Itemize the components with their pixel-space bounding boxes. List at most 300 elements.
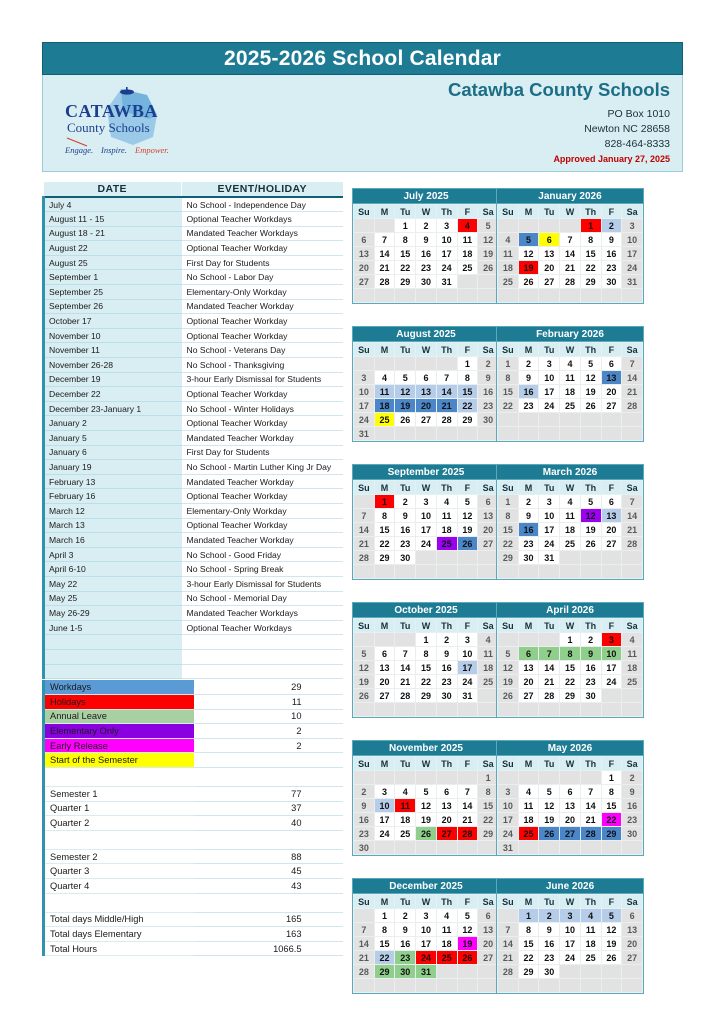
calendar-day-cell: 18 [622, 661, 643, 675]
calendar-day-cell: 3 [457, 633, 478, 647]
calendar-week-row [354, 785, 499, 799]
calendar-day-cell: 31 [436, 275, 457, 289]
event-date-cell: August 25 [44, 255, 182, 270]
weekday-header-f: F [457, 343, 478, 357]
calendar-day-cell: 17 [457, 661, 478, 675]
calendar-day-cell: 11 [560, 371, 581, 385]
calendar-empty-cell [416, 841, 437, 855]
calendar-day-cell: 19 [518, 261, 539, 275]
weekday-header-su: Su [354, 619, 375, 633]
spacer-cell [306, 849, 343, 864]
calendar-day-cell: 18 [478, 661, 499, 675]
calendar-day-cell: 15 [498, 523, 519, 537]
events-table-panel [42, 182, 341, 679]
calendar-empty-cell [498, 565, 519, 579]
calendar-day-cell: 29 [416, 689, 437, 703]
event-date-cell: April 6-10 [44, 562, 182, 577]
calendar-month-title: April 2026 [497, 603, 643, 618]
calendar-day-cell: 4 [622, 633, 643, 647]
event-date-cell [44, 635, 182, 650]
calendar-empty-cell [580, 565, 601, 579]
calendar-empty-cell [560, 965, 581, 979]
calendar-day-cell: 15 [395, 247, 416, 261]
calendar-day-cell: 7 [354, 923, 375, 937]
event-description-cell: Optional Teacher Workday [182, 387, 343, 402]
event-description-cell: Optional Teacher Workday [182, 241, 343, 256]
calendar-empty-cell [601, 565, 622, 579]
calendar-day-cell: 29 [498, 551, 519, 565]
event-date-cell: September 25 [44, 285, 182, 300]
calendar-day-cell: 1 [560, 633, 581, 647]
calendar-day-cell: 3 [354, 371, 375, 385]
weekday-header-w: W [560, 757, 581, 771]
calendar-day-cell: 15 [374, 523, 395, 537]
calendar-empty-cell [436, 427, 457, 441]
stat-value: 1066.5 [194, 941, 306, 956]
calendar-day-cell: 23 [354, 827, 375, 841]
calendar-empty-cell [436, 841, 457, 855]
calendar-day-cell: 23 [436, 675, 457, 689]
event-description-cell [182, 649, 343, 664]
calendar-empty-cell [416, 427, 437, 441]
calendar-empty-cell [436, 565, 457, 579]
weekday-header-m: M [374, 343, 395, 357]
calendar-day-cell: 9 [436, 647, 457, 661]
calendar-day-cell: 21 [354, 951, 375, 965]
calendar-day-cell: 19 [395, 399, 416, 413]
calendar-empty-cell [457, 275, 478, 289]
calendar-day-cell: 15 [374, 937, 395, 951]
calendar-day-cell: 22 [457, 399, 478, 413]
calendar-day-cell: 27 [518, 689, 539, 703]
calendar-empty-cell [580, 965, 601, 979]
calendar-day-cell: 17 [354, 399, 375, 413]
calendar-day-cell: 31 [354, 427, 375, 441]
calendar-day-cell: 12 [580, 509, 601, 523]
calendar-day-cell: 27 [354, 275, 375, 289]
weekday-header-sa: Sa [478, 343, 499, 357]
calendar-day-cell: 8 [580, 233, 601, 247]
weekday-header-th: Th [580, 895, 601, 909]
table-row [44, 299, 343, 314]
weekday-header-row [498, 343, 643, 357]
calendar-day-cell: 24 [498, 827, 519, 841]
calendar-empty-cell [539, 413, 560, 427]
calendar-week-row [498, 689, 643, 703]
calendar-day-cell: 30 [395, 965, 416, 979]
calendar-day-cell: 7 [580, 785, 601, 799]
weekday-header-sa: Sa [478, 757, 499, 771]
calendar-month-title: November 2025 [353, 741, 499, 756]
event-description-cell: No School - Winter Holidays [182, 401, 343, 416]
calendar-day-cell: 6 [601, 495, 622, 509]
calendar-week-row [498, 661, 643, 675]
calendar-day-cell: 16 [395, 937, 416, 951]
calendar-day-cell: 15 [416, 661, 437, 675]
calendar-week-row [354, 689, 499, 703]
calendar-day-cell: 19 [416, 813, 437, 827]
calendar-empty-cell [539, 979, 560, 993]
calendar-day-cell: 13 [601, 371, 622, 385]
calendar-empty-cell [539, 565, 560, 579]
calendar-day-cell: 12 [395, 385, 416, 399]
list-item [44, 879, 343, 894]
calendar-week-row [354, 233, 499, 247]
calendar-week-row [354, 551, 499, 565]
calendar-week-row [498, 979, 643, 993]
spacer-cell [306, 695, 343, 710]
calendar-day-cell: 24 [601, 675, 622, 689]
weekday-header-f: F [457, 757, 478, 771]
legend-count: 10 [194, 709, 306, 724]
calendar-week-row [498, 247, 643, 261]
calendar-day-cell: 26 [478, 261, 499, 275]
legend-swatch-early-release: Early Release [44, 738, 194, 753]
calendar-day-cell: 13 [478, 923, 499, 937]
calendar-day-cell: 2 [416, 219, 437, 233]
calendar-empty-cell [436, 703, 457, 717]
calendar-day-cell: 26 [539, 827, 560, 841]
event-description-cell: Mandated Teacher Workday [182, 431, 343, 446]
calendar-day-cell: 1 [580, 219, 601, 233]
weekday-header-w: W [416, 343, 437, 357]
calendar-empty-cell [580, 551, 601, 565]
weekday-header-tu: Tu [395, 343, 416, 357]
calendar-day-cell: 22 [560, 675, 581, 689]
spacer-cell [194, 830, 306, 849]
calendar-week-row [498, 233, 643, 247]
calendar-day-cell: 9 [518, 371, 539, 385]
calendar-day-cell: 10 [374, 799, 395, 813]
calendar-day-cell: 18 [457, 247, 478, 261]
calendar-day-cell: 11 [395, 799, 416, 813]
weekday-header-row [354, 481, 499, 495]
legend-swatch-elementary-only: Elementary Only [44, 724, 194, 739]
calendar-day-cell: 7 [374, 233, 395, 247]
calendar-day-cell: 17 [416, 523, 437, 537]
calendar-day-cell: 3 [498, 785, 519, 799]
weekday-header-row [354, 895, 499, 909]
header-body [42, 75, 683, 172]
calendar-empty-cell [498, 413, 519, 427]
list-item [44, 709, 343, 724]
weekday-header-w: W [560, 205, 581, 219]
calendar-day-cell: 28 [498, 965, 519, 979]
weekday-header-sa: Sa [478, 205, 499, 219]
calendar-day-cell: 27 [601, 399, 622, 413]
calendar-day-cell: 19 [601, 937, 622, 951]
stat-value: 43 [194, 879, 306, 894]
table-row [44, 197, 343, 212]
calendar-day-cell: 24 [416, 951, 437, 965]
calendar-month-title: June 2026 [497, 879, 643, 894]
calendar-week-row [498, 565, 643, 579]
calendar-day-cell: 20 [478, 937, 499, 951]
calendar-week-row [498, 261, 643, 275]
calendar-empty-cell [395, 357, 416, 371]
weekday-header-tu: Tu [395, 481, 416, 495]
spacer-cell [306, 787, 343, 802]
stat-label: Quarter 2 [44, 816, 194, 831]
calendar-day-cell: 7 [498, 923, 519, 937]
calendar-day-cell: 28 [457, 827, 478, 841]
event-description-cell: No School - Independence Day [182, 197, 343, 212]
calendar-day-cell: 26 [601, 951, 622, 965]
phone-number: 828-464-8333 [604, 138, 670, 150]
calendar-day-cell: 25 [436, 537, 457, 551]
stat-label: Total days Middle/High [44, 912, 194, 927]
calendar-day-cell: 26 [580, 537, 601, 551]
calendar-day-cell: 18 [518, 813, 539, 827]
weekday-header-m: M [518, 895, 539, 909]
calendar-day-cell: 4 [560, 357, 581, 371]
event-date-cell: March 12 [44, 503, 182, 518]
calendar-day-cell: 7 [622, 357, 643, 371]
svg-text:Inspire.: Inspire. [101, 145, 127, 155]
table-row [44, 649, 343, 664]
calendar-day-cell: 24 [539, 537, 560, 551]
calendar-grid [353, 756, 499, 855]
calendar-day-cell: 19 [580, 523, 601, 537]
table-row [44, 372, 343, 387]
calendar-week-row [354, 413, 499, 427]
weekday-header-tu: Tu [539, 343, 560, 357]
event-description-cell [182, 635, 343, 650]
calendar-day-cell: 13 [539, 247, 560, 261]
calendar-week-row [498, 827, 643, 841]
calendar-day-cell: 20 [560, 813, 581, 827]
calendar-grid [497, 480, 643, 579]
calendar-empty-cell [601, 413, 622, 427]
calendar-day-cell: 11 [498, 247, 519, 261]
calendar-day-cell: 11 [560, 509, 581, 523]
calendar-day-cell: 19 [498, 675, 519, 689]
calendar-day-cell: 16 [478, 385, 499, 399]
calendar-empty-cell [560, 771, 581, 785]
calendar-empty-cell [518, 289, 539, 303]
weekday-header-row [498, 481, 643, 495]
calendar-day-cell: 1 [601, 771, 622, 785]
calendar-empty-cell [539, 219, 560, 233]
stat-value: 40 [194, 816, 306, 831]
weekday-header-m: M [518, 343, 539, 357]
page-title: 2025-2026 School Calendar [224, 46, 501, 70]
calendar-empty-cell [580, 413, 601, 427]
calendar-day-cell: 30 [395, 551, 416, 565]
weekday-header-m: M [518, 481, 539, 495]
calendar-day-cell: 23 [580, 675, 601, 689]
calendar-day-cell: 26 [580, 399, 601, 413]
weekday-header-sa: Sa [622, 895, 643, 909]
spacer-row [44, 768, 343, 787]
event-date-cell: November 11 [44, 343, 182, 358]
weekday-header-th: Th [580, 343, 601, 357]
calendar-empty-cell [436, 771, 457, 785]
calendar-week-row [498, 633, 643, 647]
calendar-day-cell: 9 [622, 785, 643, 799]
event-description-cell: Optional Teacher Workday [182, 416, 343, 431]
list-item [44, 680, 343, 695]
weekday-header-tu: Tu [395, 895, 416, 909]
calendar-day-cell: 6 [518, 647, 539, 661]
calendar-week-row [498, 675, 643, 689]
table-row [44, 547, 343, 562]
weekday-header-row [354, 619, 499, 633]
calendar-empty-cell [580, 703, 601, 717]
event-date-cell: June 1-5 [44, 620, 182, 635]
calendar-empty-cell [539, 703, 560, 717]
event-description-cell: 3-hour Early Dismissal for Students [182, 372, 343, 387]
weekday-header-su: Su [498, 481, 519, 495]
event-description-cell: Mandated Teacher Workday [182, 299, 343, 314]
calendar-month-title: August 2025 [353, 327, 499, 342]
event-description-cell: No School - Martin Luther King Jr Day [182, 460, 343, 475]
weekday-header-w: W [416, 757, 437, 771]
event-description-cell: Optional Teacher Workday [182, 314, 343, 329]
event-date-cell: February 13 [44, 474, 182, 489]
calendar-week-row [354, 357, 499, 371]
calendar-grid [497, 618, 643, 717]
calendar-empty-cell [601, 703, 622, 717]
calendar-day-cell: 29 [457, 413, 478, 427]
calendar-empty-cell [560, 219, 581, 233]
calendar-empty-cell [498, 427, 519, 441]
calendar-month-title: September 2025 [353, 465, 499, 480]
weekday-header-sa: Sa [478, 619, 499, 633]
calendar-day-cell: 30 [478, 413, 499, 427]
weekday-header-sa: Sa [478, 895, 499, 909]
calendar-day-cell: 17 [539, 523, 560, 537]
calendar-day-cell: 23 [601, 261, 622, 275]
calendar-day-cell: 19 [354, 675, 375, 689]
calendar-empty-cell [498, 979, 519, 993]
weekday-header-f: F [601, 619, 622, 633]
calendar-day-cell: 14 [374, 247, 395, 261]
calendar-empty-cell [622, 551, 643, 565]
calendar-day-cell: 2 [622, 771, 643, 785]
calendar-empty-cell [601, 965, 622, 979]
calendar-day-cell: 28 [436, 413, 457, 427]
calendar-day-cell: 4 [518, 785, 539, 799]
calendar-grid [353, 894, 499, 993]
calendar-empty-cell [539, 289, 560, 303]
mini-calendar [496, 188, 644, 304]
calendar-week-row [354, 951, 499, 965]
calendar-week-row [354, 633, 499, 647]
calendar-empty-cell [416, 565, 437, 579]
event-description-cell: Mandated Teacher Workdays [182, 606, 343, 621]
calendar-week-row [498, 771, 643, 785]
calendar-grid [353, 342, 499, 441]
calendar-month-title: July 2025 [353, 189, 499, 204]
table-row [44, 431, 343, 446]
organization-name: Catawba County Schools [447, 79, 670, 100]
calendar-day-cell: 8 [498, 509, 519, 523]
calendar-week-row [498, 289, 643, 303]
calendar-day-cell: 12 [498, 661, 519, 675]
legend-count: 2 [194, 738, 306, 753]
calendar-day-cell: 6 [622, 909, 643, 923]
calendar-empty-cell [580, 979, 601, 993]
list-item [44, 864, 343, 879]
calendar-day-cell: 25 [518, 827, 539, 841]
calendar-day-cell: 8 [374, 509, 395, 523]
calendar-day-cell: 24 [622, 261, 643, 275]
calendar-week-row [498, 647, 643, 661]
calendar-day-cell: 18 [560, 523, 581, 537]
weekday-header-m: M [518, 757, 539, 771]
table-row [44, 489, 343, 504]
calendar-day-cell: 9 [354, 799, 375, 813]
calendar-day-cell: 8 [457, 371, 478, 385]
calendar-week-row [354, 385, 499, 399]
calendar-day-cell: 1 [498, 495, 519, 509]
calendar-day-cell: 21 [436, 399, 457, 413]
calendar-day-cell: 22 [395, 261, 416, 275]
calendar-day-cell: 12 [457, 509, 478, 523]
stat-label: Quarter 4 [44, 879, 194, 894]
table-row [44, 285, 343, 300]
calendar-day-cell: 20 [601, 385, 622, 399]
calendar-day-cell: 28 [622, 537, 643, 551]
weekday-header-su: Su [354, 205, 375, 219]
calendar-empty-cell [457, 565, 478, 579]
calendar-week-row [498, 275, 643, 289]
calendar-week-row [354, 675, 499, 689]
calendar-day-cell: 1 [518, 909, 539, 923]
calendar-day-cell: 7 [354, 509, 375, 523]
calendar-day-cell: 2 [518, 495, 539, 509]
calendar-day-cell: 22 [416, 675, 437, 689]
event-description-cell: Optional Teacher Workday [182, 518, 343, 533]
calendar-day-cell: 24 [539, 399, 560, 413]
calendar-day-cell: 13 [416, 385, 437, 399]
calendar-day-cell: 2 [478, 357, 499, 371]
calendar-day-cell: 5 [580, 357, 601, 371]
weekday-header-su: Su [498, 895, 519, 909]
event-description-cell: No School - Spring Break [182, 562, 343, 577]
calendar-empty-cell [580, 427, 601, 441]
calendar-empty-cell [416, 771, 437, 785]
calendar-day-cell: 25 [478, 675, 499, 689]
calendar-day-cell: 9 [601, 233, 622, 247]
calendar-empty-cell [580, 841, 601, 855]
weekday-header-su: Su [498, 343, 519, 357]
calendar-empty-cell [622, 427, 643, 441]
table-row [44, 445, 343, 460]
calendar-day-cell: 3 [560, 909, 581, 923]
calendar-empty-cell [374, 979, 395, 993]
calendar-empty-cell [416, 979, 437, 993]
table-row [44, 591, 343, 606]
calendar-day-cell: 30 [436, 689, 457, 703]
calendar-day-cell: 23 [518, 537, 539, 551]
mini-calendar [496, 602, 644, 718]
calendar-empty-cell [560, 703, 581, 717]
mini-calendar [496, 326, 644, 442]
event-date-cell: September 1 [44, 270, 182, 285]
calendar-day-cell: 20 [416, 399, 437, 413]
calendar-empty-cell [560, 427, 581, 441]
calendar-week-row [354, 509, 499, 523]
weekday-header-row [498, 757, 643, 771]
calendar-day-cell: 26 [457, 951, 478, 965]
event-date-cell: September 26 [44, 299, 182, 314]
calendar-day-cell: 1 [498, 357, 519, 371]
calendar-empty-cell [560, 979, 581, 993]
calendar-day-cell: 18 [580, 937, 601, 951]
event-date-cell: January 5 [44, 431, 182, 446]
